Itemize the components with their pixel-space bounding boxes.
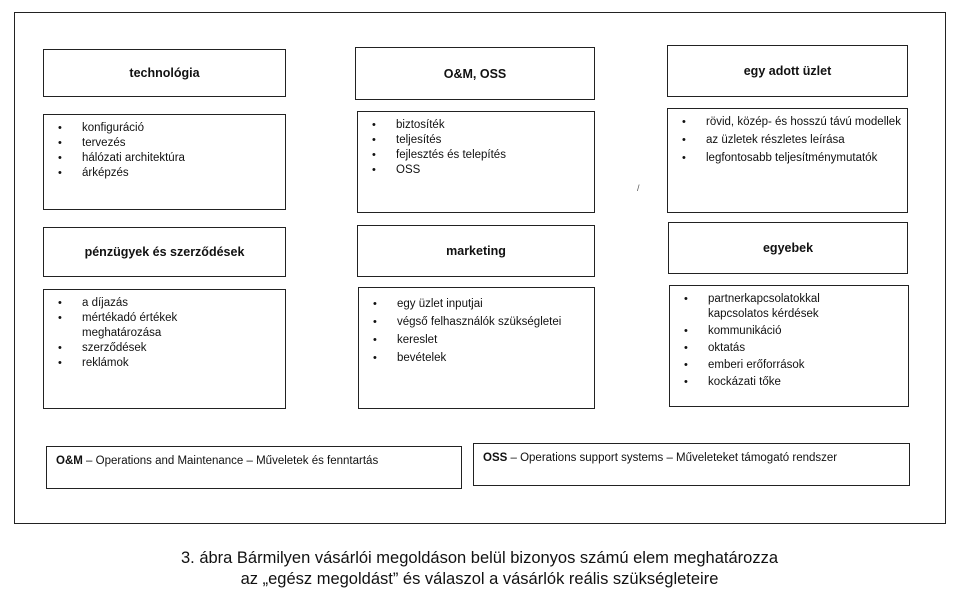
list-item: • tervezés [82,136,279,151]
list-box-egyebek [669,285,909,407]
header-marketing [357,225,595,277]
list-box-technologia [43,114,286,210]
header-label: technológia [129,66,200,80]
list-box-om-oss [357,111,595,213]
list-item: • kommunikáció [708,324,858,339]
scan-speck: / [637,183,640,193]
list-item: • partnerkapcsolatokkal kapcsolatos kérdések [708,292,858,322]
list-item: • emberi erőforrások [708,358,858,373]
list-item: • fejlesztés és telepítés [396,148,588,163]
list-item: • hálózati architektúra [82,151,279,166]
header-penzugyek [43,227,286,277]
note-text: – Operations support systems – Műveleteket támogató rendszer [507,452,838,464]
list-item: • OSS [396,163,588,178]
list-box-marketing [358,287,595,409]
figure-caption [0,548,959,590]
note-abbr: O&M [56,455,83,467]
caption-line-1: 3. ábra Bármilyen vásárlói megoldáson belül bizonyos számú elem meghatározza [180,549,779,567]
note-abbr: OSS [483,452,508,464]
header-label: marketing [446,244,506,258]
note-om [46,446,462,489]
header-technologia [43,49,286,97]
list-item: • reklámok [82,356,225,371]
bullet-list [44,115,285,181]
bullet-list [670,286,908,390]
note-text: – Operations and Maintenance – Műveletek és fenntartás [82,455,379,467]
header-egyebek [668,222,908,274]
list-item: • kockázati tőke [708,375,858,390]
list-item: • bevételek [397,351,588,366]
list-item: • mértékadó értékek meghatározása [82,311,225,341]
header-label: pénzügyek és szerződések [84,245,245,259]
list-item: • egy üzlet inputjai [397,297,588,312]
list-item: • biztosíték [396,118,588,133]
list-item: • oktatás [708,341,858,356]
list-item: • a díjazás [82,296,225,311]
header-label: egyebek [762,241,814,255]
header-egy-adott-uzlet [667,45,908,97]
list-item: • szerződések [82,341,225,356]
list-item: • legfontosabb teljesítménymutatók [706,151,901,166]
list-item: • kereslet [397,333,588,348]
list-box-egy-adott-uzlet [667,108,908,213]
bullet-list [668,109,907,166]
list-item: • teljesítés [396,133,588,148]
caption-line-2: az „egész megoldást” és válaszol a vásárlók reális szükségleteire [240,570,719,588]
list-item: • az üzletek részletes leírása [706,133,901,148]
list-item: • árképzés [82,166,279,181]
bullet-list [44,290,285,371]
list-item: • konfiguráció [82,121,279,136]
header-label: O&M, OSS [443,66,507,81]
header-label: egy adott üzlet [743,64,832,78]
list-box-penzugyek [43,289,286,409]
bullet-list [358,112,594,178]
note-oss [473,443,910,486]
list-item: • végső felhasználók szükségletei [397,315,588,330]
list-item: • rövid, közép- és hosszú távú modellek [706,115,901,130]
header-om-oss [355,47,595,100]
bullet-list [359,288,594,366]
